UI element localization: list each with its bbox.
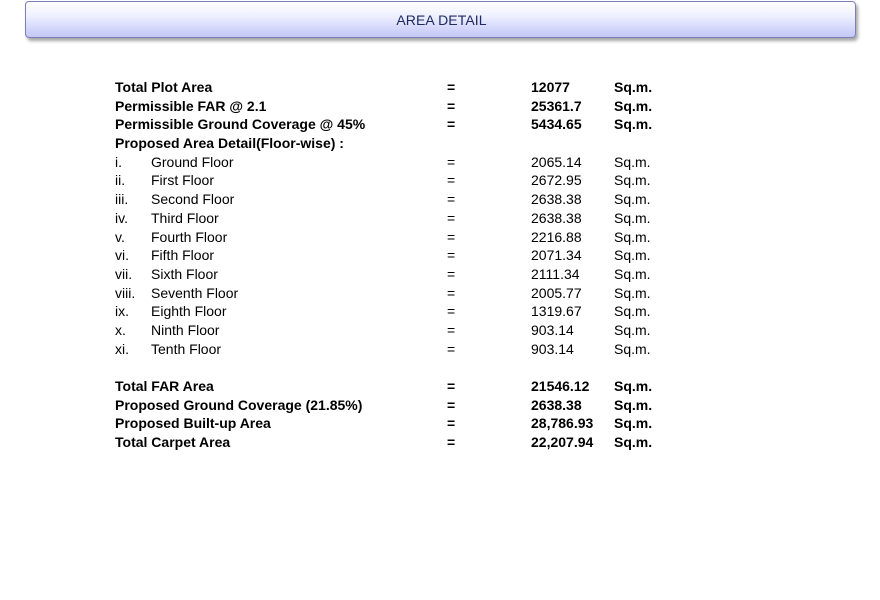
floor-number: ii. (115, 172, 126, 189)
floor-name: Ninth Floor (151, 321, 220, 338)
row-unit: Sq.m. (614, 378, 653, 394)
floor-number: ix. (115, 303, 129, 320)
floor-value: 2005.77 (531, 284, 582, 301)
equals-sign: = (447, 434, 456, 451)
equals-sign: = (447, 191, 456, 208)
row-label: Permissible Ground Coverage @ 45% (115, 116, 366, 133)
floor-value: 2638.38 (531, 191, 582, 208)
floor-number: iii. (115, 191, 129, 208)
equals-sign: = (447, 172, 456, 189)
equals-sign: = (447, 378, 456, 394)
floor-value: 2216.88 (531, 228, 582, 245)
equals-sign: = (447, 265, 456, 282)
row-label: Proposed Ground Coverage (21.85%) (115, 396, 363, 413)
floor-name: Second Floor (151, 191, 235, 208)
floor-unit: Sq.m. (614, 191, 651, 208)
floor-value: 2065.14 (531, 153, 582, 170)
floor-unit: Sq.m. (614, 228, 651, 245)
floor-unit: Sq.m. (614, 153, 651, 170)
floor-value: 2638.38 (531, 209, 582, 226)
row-value: 25361.7 (531, 97, 582, 114)
row-label: Permissible FAR @ 2.1 (115, 97, 267, 114)
equals-sign: = (447, 247, 456, 264)
equals-sign: = (447, 415, 456, 432)
floor-name: Seventh Floor (151, 284, 239, 301)
section-heading-text: Proposed Area Detail(Floor-wise) : (115, 135, 344, 152)
floor-value: 1319.67 (531, 303, 582, 320)
equals-sign: = (447, 228, 456, 245)
floor-value: 2111.34 (531, 265, 580, 282)
floor-number: vi. (115, 247, 129, 264)
floor-value: 903.14 (531, 340, 574, 357)
equals-sign: = (447, 97, 456, 114)
floor-value: 903.14 (531, 321, 574, 338)
row-unit: Sq.m. (614, 415, 653, 432)
equals-sign: = (447, 303, 456, 320)
row-unit: Sq.m. (614, 434, 653, 451)
floor-number: i. (115, 153, 122, 170)
floor-name: Sixth Floor (151, 265, 218, 282)
floor-unit: Sq.m. (614, 172, 651, 189)
page-title: AREA DETAIL (396, 12, 487, 28)
floor-name: Third Floor (151, 209, 219, 226)
row-value: 12077 (531, 79, 570, 95)
floor-name: Eighth Floor (151, 303, 227, 320)
floor-unit: Sq.m. (614, 303, 651, 320)
floor-name: Ground Floor (151, 153, 234, 170)
floor-unit: Sq.m. (614, 247, 651, 264)
floor-name: Fifth Floor (151, 247, 215, 264)
floor-name: First Floor (151, 172, 214, 189)
equals-sign: = (447, 209, 456, 226)
floor-number: x. (115, 321, 126, 338)
row-label: Proposed Built-up Area (115, 415, 271, 432)
title-banner (25, 1, 856, 38)
row-value: 5434.65 (531, 116, 582, 133)
row-label: Total Plot Area (115, 79, 213, 95)
equals-sign: = (447, 153, 456, 170)
floor-unit: Sq.m. (614, 340, 651, 357)
row-label: Total FAR Area (115, 378, 214, 394)
row-unit: Sq.m. (614, 396, 653, 413)
equals-sign: = (447, 340, 456, 357)
row-value: 22,207.94 (531, 434, 594, 451)
floor-value: 2071.34 (531, 247, 582, 264)
floor-number: v. (115, 228, 125, 245)
floor-number: vii. (115, 265, 133, 282)
row-value: 28,786.93 (531, 415, 594, 432)
row-unit: Sq.m. (614, 97, 653, 114)
floor-number: xi. (115, 340, 129, 357)
equals-sign: = (447, 396, 456, 413)
floor-unit: Sq.m. (614, 321, 651, 338)
floor-name: Fourth Floor (151, 228, 228, 245)
row-unit: Sq.m. (614, 116, 653, 133)
row-unit: Sq.m. (614, 79, 653, 95)
floor-unit: Sq.m. (614, 209, 651, 226)
equals-sign: = (447, 116, 456, 133)
floor-unit: Sq.m. (614, 265, 651, 282)
floor-number: iv. (115, 209, 128, 226)
floor-value: 2672.95 (531, 172, 582, 189)
row-label: Total Carpet Area (115, 434, 231, 451)
equals-sign: = (447, 79, 456, 95)
floor-name: Tenth Floor (151, 340, 222, 357)
floor-number: viii. (115, 284, 136, 301)
equals-sign: = (447, 321, 456, 338)
equals-sign: = (447, 284, 456, 301)
row-value: 21546.12 (531, 378, 590, 394)
floor-unit: Sq.m. (614, 284, 651, 301)
row-value: 2638.38 (531, 396, 582, 413)
